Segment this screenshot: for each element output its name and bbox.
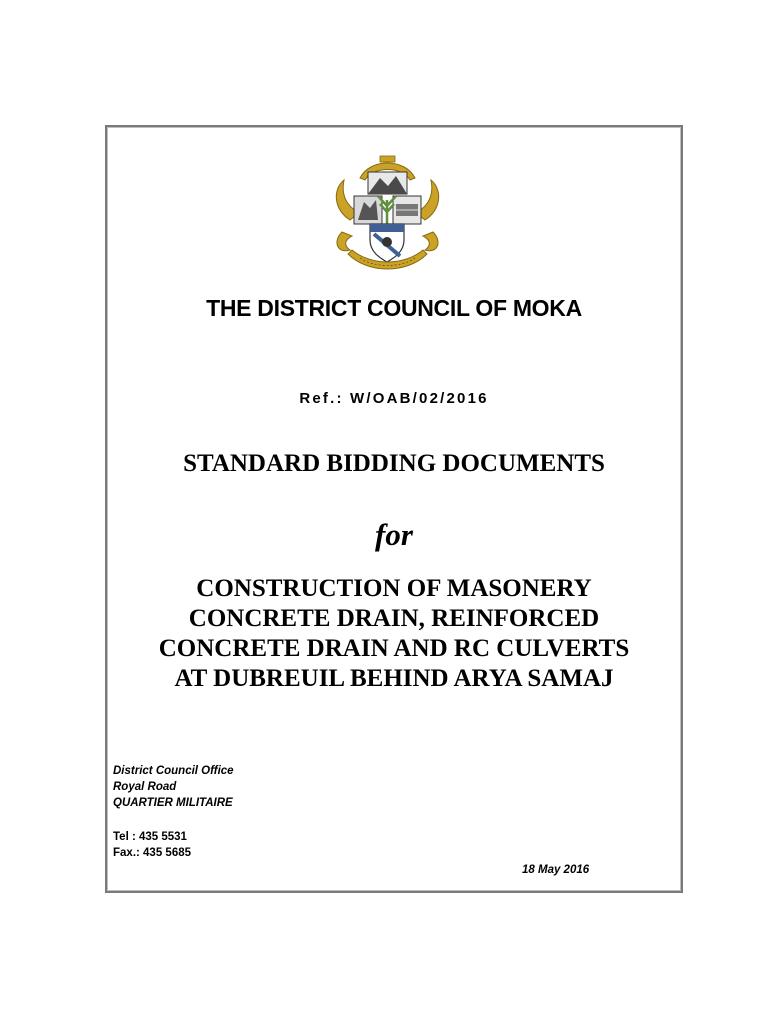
project-title-line: CONSTRUCTION OF MASONERY [196, 575, 592, 602]
document-type-title: STANDARD BIDDING DOCUMENTS [183, 450, 605, 477]
project-title-line: AT DUBREUIL BEHIND ARYA SAMAJ [174, 665, 614, 692]
council-name: THE DISTRICT COUNCIL OF MOKA [206, 295, 582, 321]
telephone-number: Tel : 435 5531 [113, 831, 187, 843]
district-council-crest-icon [330, 150, 445, 278]
fax-number: Fax.: 435 5685 [113, 847, 192, 859]
address-line-office: District Council Office [113, 765, 234, 777]
for-label: for [375, 517, 413, 552]
document-date: 18 May 2016 [522, 864, 590, 876]
reference-number: Ref.: W/OAB/02/2016 [299, 390, 489, 407]
crest-lower-left-scroll [337, 232, 352, 251]
crest-lower-right-scroll [423, 232, 438, 251]
project-title-line: CONCRETE DRAIN AND RC CULVERTS [158, 635, 630, 662]
address-line-road: Royal Road [113, 781, 177, 793]
address-line-locality: QUARTIER MILITAIRE [113, 797, 233, 809]
project-title [105, 574, 683, 694]
contact-details [113, 829, 191, 861]
office-address [113, 763, 234, 811]
project-title-line: CONCRETE DRAIN, REINFORCED [188, 605, 600, 632]
